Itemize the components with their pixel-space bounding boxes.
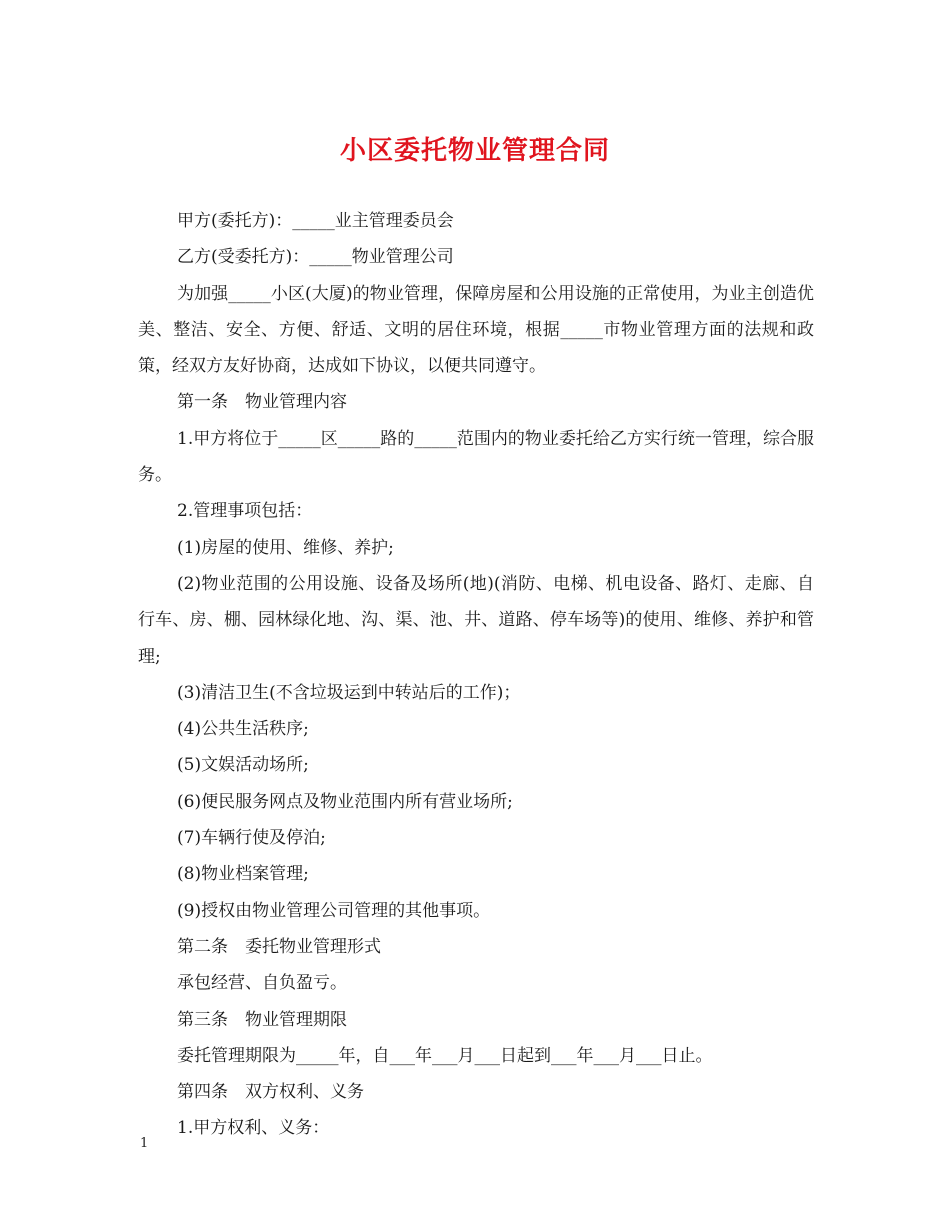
article-3-heading: 第三条 物业管理期限	[177, 1009, 347, 1030]
article-4-heading: 第四条 双方权利、义务	[177, 1082, 364, 1103]
management-item: (3)清洁卫生(不含垃圾运到中转站后的工作)；	[177, 682, 521, 703]
management-item: (9)授权由物业管理公司管理的其他事项。	[177, 900, 491, 921]
preamble-paragraph: 为加强_____小区(大厦)的物业管理，保障房屋和公用设施的正常使用，为业主创造优美、整洁、安全、方便、舒适、文明的居住环境，根据_____市物业管理方面的法规和政策，经双方友好协商，达成如下协议，以便共同遵守。	[138, 283, 814, 377]
management-item: (4)公共生活秩序;	[177, 719, 309, 740]
party-b-line: 乙方(受委托方)：_____物业管理公司	[177, 247, 454, 268]
article-2-heading: 第二条 委托物业管理形式	[177, 936, 381, 957]
article-1-item-1: 1.甲方将位于_____区_____路的_____范围内的物业委托给乙方实行统一管理，综合服务。	[138, 428, 814, 486]
article-3-text: 委托管理期限为_____年，自___年___月___日起到___年___月___日止。	[177, 1045, 713, 1066]
page-number: 1	[140, 1136, 149, 1151]
document-body	[138, 203, 814, 1147]
management-item: (2)物业范围的公用设施、设备及场所(地)(消防、电梯、机电设备、路灯、走廊、自行车、房、棚、园林绿化地、沟、渠、池、井、道路、停车场等)的使用、维修、养护和管理;	[138, 573, 814, 667]
article-1-item-2: 2.管理事项包括：	[177, 501, 313, 522]
management-item: (6)便民服务网点及物业范围内所有营业场所;	[177, 791, 513, 812]
management-item: (1)房屋的使用、维修、养护;	[177, 537, 394, 558]
article-1-heading: 第一条 物业管理内容	[177, 392, 347, 413]
article-2-text: 承包经营、自负盈亏。	[177, 973, 347, 994]
management-item: (7)车辆行使及停泊;	[177, 828, 326, 849]
article-4-item-1: 1.甲方权利、义务：	[177, 1118, 330, 1139]
document-title: 小区委托物业管理合同	[339, 136, 610, 166]
party-a-line: 甲方(委托方)：_____业主管理委员会	[177, 211, 454, 231]
management-item: (5)文娱活动场所;	[177, 755, 309, 776]
management-item: (8)物业档案管理;	[177, 864, 309, 885]
